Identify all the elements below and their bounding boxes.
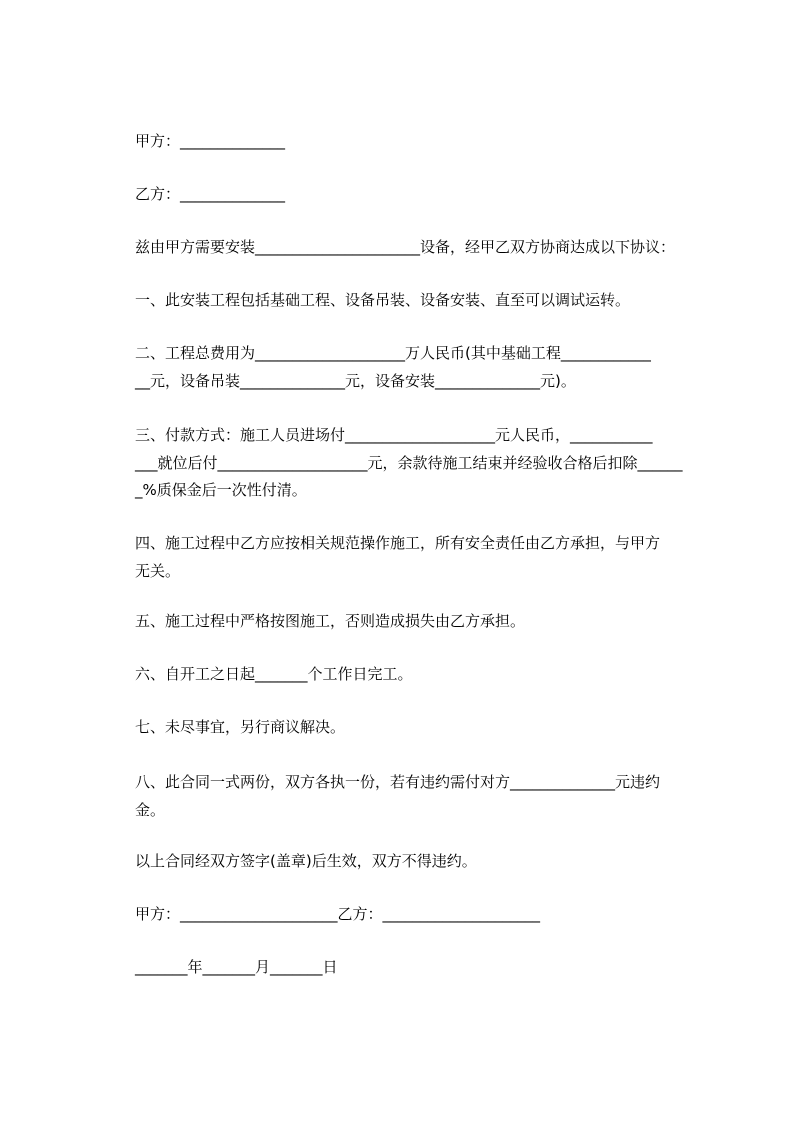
clause-6-line: 六、自开工之日起_______个工作日完工。 xyxy=(135,665,413,683)
intro-line: 兹由甲方需要安装______________________设备，经甲乙双方协商达成以下协议： xyxy=(135,238,676,256)
clause-5-line: 五、施工过程中严格按图施工，否则造成损失由乙方承担。 xyxy=(135,612,526,630)
clause-3-line-3: _%质保金后一次性付清。 xyxy=(135,481,307,499)
effect-line: 以上合同经双方签字(盖章)后生效，双方不得违约。 xyxy=(135,852,477,870)
date-line: _______年_______月_______日 xyxy=(135,958,338,976)
clause-7-line: 七、未尽事宜，另行商议解决。 xyxy=(135,718,346,736)
clause-8-line-1: 八、此合同一式两份，双方各执一份，若有违约需付对方______________元违约 xyxy=(135,773,661,791)
party-b-line: 乙方：______________ xyxy=(135,185,286,203)
clause-3-line-1: 三、付款方式：施工人员进场付____________________元人民币，___________ xyxy=(135,426,653,444)
clause-1-line: 一、此安装工程包括基础工程、设备吊装、设备安装、直至可以调试运转。 xyxy=(135,291,631,309)
clause-8-line-2: 金。 xyxy=(135,801,166,819)
party-a-line: 甲方：______________ xyxy=(135,132,286,150)
clause-4-line-1: 四、施工过程中乙方应按相关规范操作施工，所有安全责任由乙方承担，与甲方 xyxy=(135,534,661,552)
clause-3-line-2: ___就位后付____________________元，余款待施工结束并经验收合格后扣除______ xyxy=(135,454,683,472)
clause-2-line-1: 二、工程总费用为____________________万人民币(其中基础工程____________ xyxy=(135,344,651,362)
clause-4-line-2: 无关。 xyxy=(135,562,181,580)
clause-2-line-2: __元，设备吊装______________元，设备安装______________元)。 xyxy=(135,372,576,390)
signature-line: 甲方：_____________________乙方：_____________________ xyxy=(135,905,541,923)
